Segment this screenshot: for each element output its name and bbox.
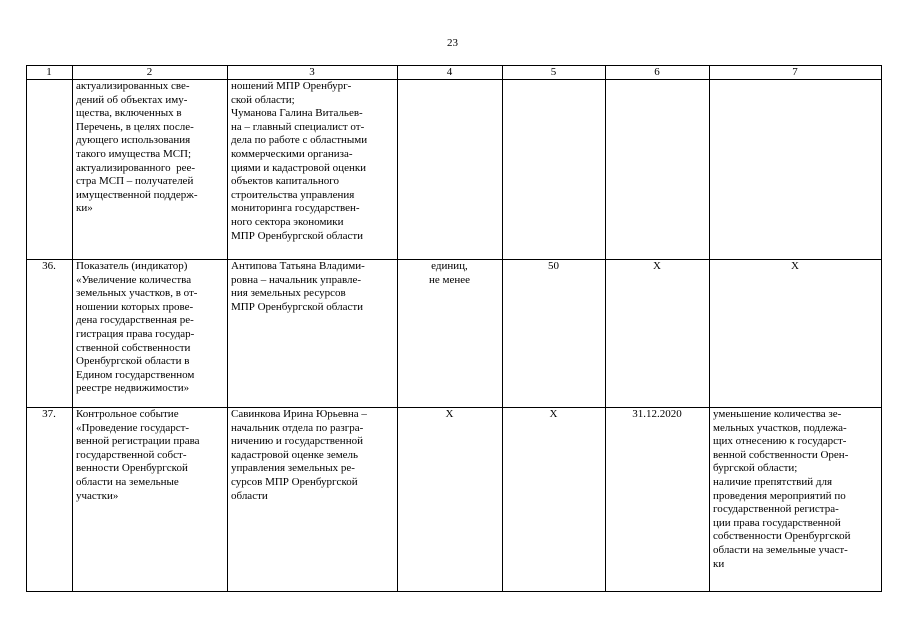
unit-cell: единиц, не менее xyxy=(398,260,503,408)
result-cell: уменьшение количества зе- мельных участков, подлежа- щих отнесению к государст- венной собственности Орен- бургской области; наличие препятствий для проведения мероприятий по государственной регистра- ции права государственной собственности Оренбургской области на земельные участ- ки xyxy=(710,408,882,592)
item-name-cell: Показатель (индикатор) «Увеличение количества земельных участков, в от- ношении которых прове- дена государственная ре- гистрация права государ- ственной собственности Оренбургской области в Едином государственном реестре недвижимости» xyxy=(73,260,228,408)
date-cell: 31.12.2020 xyxy=(606,408,710,592)
item-name-cell: Контрольное событие «Проведение государст- венной регистрации права государственной собст- венности Оренбургской области на земельные участки» xyxy=(73,408,228,592)
unit-cell xyxy=(398,80,503,260)
value-cell xyxy=(503,80,606,260)
result-cell: Х xyxy=(710,260,882,408)
unit-cell: Х xyxy=(398,408,503,592)
responsible-cell: Савинкова Ирина Юрьевна – начальник отдела по разгра- ничению и государственной кадастровой оценке земель управления земельных ре- сурсов МПР Оренбургской области xyxy=(228,408,398,592)
page-number: 23 xyxy=(447,37,458,49)
table-row xyxy=(27,80,882,260)
table-row xyxy=(27,260,882,408)
column-header: 1 xyxy=(27,66,73,80)
column-header: 5 xyxy=(503,66,606,80)
date-cell: Х xyxy=(606,260,710,408)
row-number-cell: 36. xyxy=(27,260,73,408)
table-row xyxy=(27,408,882,592)
column-header: 4 xyxy=(398,66,503,80)
responsible-cell: Антипова Татьяна Владими- ровна – начальник управле- ния земельных ресурсов МПР Оренбургской области xyxy=(228,260,398,408)
row-number-cell xyxy=(27,80,73,260)
date-cell xyxy=(606,80,710,260)
column-header: 6 xyxy=(606,66,710,80)
item-name-cell: актуализированных све- дений об объектах иму- щества, включенных в Перечень, в целях после- дующего использования такого имущества МСП; актуализированного рее- стра МСП – получателей имущественной поддерж- ки» xyxy=(73,80,228,260)
value-cell: Х xyxy=(503,408,606,592)
column-header: 3 xyxy=(228,66,398,80)
result-cell xyxy=(710,80,882,260)
plan-table xyxy=(26,65,882,592)
column-header: 2 xyxy=(73,66,228,80)
value-cell: 50 xyxy=(503,260,606,408)
column-header: 7 xyxy=(710,66,882,80)
row-number-cell: 37. xyxy=(27,408,73,592)
responsible-cell: ношений МПР Оренбург- ской области; Чуманова Галина Витальев- на – главный специалист от- дела по работе с областными коммерческими организа- циями и кадастровой оценки объектов капитального строительства управления мониторинга государствен- ного сектора экономики МПР Оренбургской области xyxy=(228,80,398,260)
header-row xyxy=(27,66,882,80)
